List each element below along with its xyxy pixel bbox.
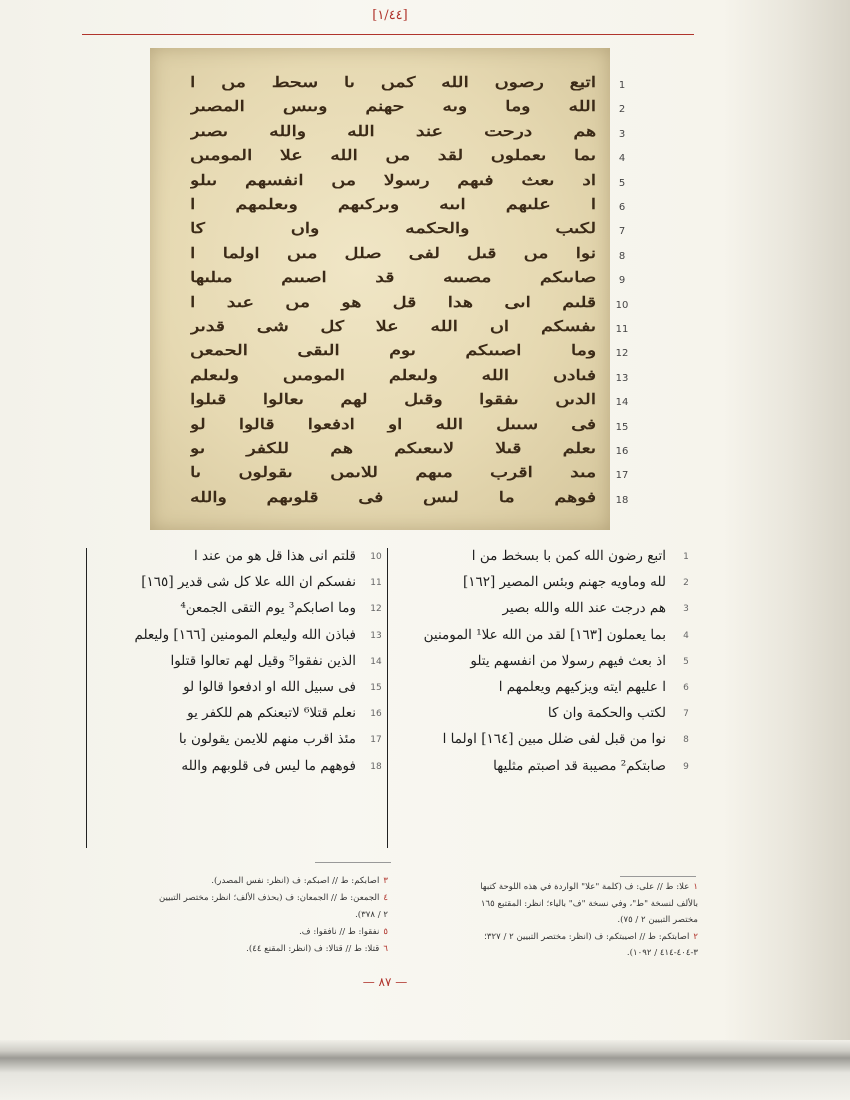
transcription-line-text: بما يعملون [١٦٣] لقد من الله علا¹ المومنين [423, 626, 666, 643]
transcription-line [92, 758, 382, 782]
header-rule [82, 34, 694, 35]
transcription-line [392, 758, 692, 782]
transcription-line-text: نفسكم ان الله علا كل شى قدير [١٦٥] [141, 574, 356, 591]
footnote-text: ٣-٤٠٤-٤١٤ / ١٠٩٢). [626, 948, 698, 958]
manuscript-line-number: 5 [618, 177, 626, 189]
manuscript-line-number: 13 [615, 372, 629, 384]
footnote-line [299, 927, 388, 937]
transcription-line-number: 12 [370, 604, 382, 615]
transcription-line-number: 14 [370, 656, 382, 667]
footnote-number: ١ [693, 882, 698, 892]
column-divider [387, 548, 388, 848]
transcription-line [92, 574, 382, 598]
footnote-text: مختصر التبيين ٢ / ٧٥). [617, 915, 698, 925]
manuscript-line: ىعلم قىلا لاىىعىكم هم للكفر ىو [190, 440, 596, 457]
transcription-line [92, 627, 382, 651]
manuscript-line-number: 7 [618, 226, 626, 238]
transcription-line [92, 705, 382, 729]
manuscript-line-number: 6 [618, 202, 626, 213]
manuscript-line: هم درحت عند الله والله ىصىر [190, 122, 596, 140]
transcription-line-number: 8 [683, 735, 689, 746]
transcription-line [392, 653, 692, 677]
manuscript-line: اد ىعث فىهم رسولا مں انفسهم ىىلو [190, 171, 596, 189]
manuscript-line: فى سىىل الله او ادفعوا قالوا لو [190, 415, 596, 433]
transcription-line-text: اذ بعث فيهم رسولا من انفسهم يتلو [470, 652, 666, 669]
manuscript-line: الدىں ىفقوا وقىل لهم ىعالوا قىلوا [190, 391, 596, 408]
page-reference: [١/٤٤] [372, 8, 408, 23]
transcription-line-number: 5 [683, 656, 689, 667]
footnote-line [355, 910, 388, 920]
transcription-line [92, 548, 382, 572]
footnote-number: ٥ [383, 927, 388, 937]
footnote-text: اصابكم: ط // اصبكم: ف (انظر: نفس المصدر). [211, 876, 380, 886]
footnote-text: اصابتكم: ط // اصيبتكم: ف (انظر: مختصر التبيين ٢ / ٣٢٧؛ [484, 931, 690, 942]
manuscript-line: ىفسكم اں الله علا كل شى قدىر [190, 318, 596, 335]
manuscript-line: لكىب والحكمه واں كا [190, 220, 596, 237]
footnote-rule-right [620, 876, 696, 877]
transcription-line-text: لله وماويه جهنم وبئس المصير [١٦٢] [462, 574, 666, 591]
transcription-line [92, 600, 382, 624]
manuscript-line-number: 14 [615, 397, 629, 409]
transcription-line-text: مئذ اقرب منهم للايمن يقولون با [178, 731, 356, 748]
transcription-line-text: اتبع رضون الله كمن با بسخط من ا [471, 548, 666, 564]
transcription-line-number: 4 [683, 630, 689, 641]
footnote-text: ٢ / ٣٧٨). [355, 910, 388, 920]
footnote-line [159, 893, 388, 903]
manuscript-line-number: 17 [615, 470, 629, 482]
footnote-rule-left [315, 862, 391, 863]
manuscript-line: قلىم اىى هدا قل هو مں عىد ا [190, 293, 596, 311]
transcription-line-text: صابتكم² مصيبة قد اصبتم مثليها [493, 757, 666, 774]
page-number: — ٨٧ — [362, 975, 408, 989]
footnote-line [211, 876, 388, 886]
manuscript-line-number: 18 [615, 494, 629, 506]
manuscript-line: فوهم ما لىس فى قلوىهم والله [190, 488, 596, 506]
manuscript-line-number: 16 [615, 446, 629, 457]
transcription-line [392, 705, 692, 729]
manuscript-line: ىما ىعملوں لقد مں الله علا المومںں [190, 147, 596, 164]
footnote-text: علا: ط // على: ف (كلمة "علا" الواردة في هذه اللوحة كتبها [480, 882, 690, 892]
footnote-number: ٦ [383, 944, 388, 954]
manuscript-line-number: 9 [618, 275, 626, 287]
transcription-line-text: لكتب والحكمة وان كا [547, 705, 666, 722]
footnote-text: بالألف لنسخة "ط"، وفي نسخة "ف" بالياء؛ انظر: المقتبع ١٦٥ [480, 898, 698, 909]
manuscript-line: وما اصىىكم ىوم الىقى الحمعں [190, 342, 596, 359]
transcription-line-number: 16 [370, 709, 382, 720]
manuscript-line-number: 8 [618, 250, 626, 262]
footnote-number: ٢ [693, 931, 698, 942]
transcription-line [92, 731, 382, 755]
transcription-line-number: 1 [683, 552, 689, 562]
transcription-line-text: ا عليهم ايته ويزكيهم ويعلمهم ا [498, 679, 666, 695]
footnote-text: قتلا: ط // قتالا: ف (انظر: المقنع ٤٤). [246, 944, 380, 954]
transcription-line-number: 11 [370, 578, 382, 589]
manuscript-image [150, 48, 610, 530]
transcription-line-text: وما اصابكم³ يوم التقى الجمعن⁴ [180, 600, 356, 617]
column-divider-left [86, 548, 87, 848]
manuscript-line-number: 3 [618, 128, 626, 140]
manuscript-line-number: 2 [618, 104, 626, 116]
manuscript-line: ا علىهم اىىه وىركىهم وىعلمهم ا [190, 196, 596, 213]
manuscript-line: الله وما وىه حهنم وىىس المصىر [190, 98, 596, 115]
transcription-line-text: الذين نفقوا⁵ وقيل لهم تعالوا قتلوا [170, 652, 356, 669]
manuscript-line-number: 1 [618, 80, 626, 91]
footnote-number: ٣ [383, 876, 388, 886]
transcription-line [392, 627, 692, 651]
manuscript-line: اتبع رصوں الله كمں ںا سحط مں ا [190, 74, 596, 91]
transcription-line [392, 731, 692, 755]
footnote-line [627, 948, 698, 958]
transcription-line [392, 679, 692, 703]
manuscript-line-number: 12 [615, 348, 629, 360]
manuscript-line-number: 10 [615, 299, 629, 311]
transcription-line-number: 13 [370, 630, 382, 641]
transcription-line [392, 574, 692, 598]
manuscript-line-number: 15 [615, 421, 629, 433]
footnote-line [481, 899, 698, 909]
transcription-line-number: 3 [683, 604, 689, 615]
transcription-line [92, 679, 382, 703]
transcription-line-number: 9 [683, 761, 689, 772]
transcription-line-text: فى سبيل الله او ادفعوا قالوا لو [183, 679, 356, 695]
transcription-line-number: 10 [370, 552, 382, 562]
transcription-line-text: فوههم ما ليس فى قلوبهم والله [181, 757, 356, 774]
transcription-line-text: نعلم قتلا⁶ لاتبعنكم هم للكفر يو [187, 705, 356, 722]
footnote-line [484, 932, 698, 942]
manuscript-line: نوا مں قىل لفى صلل مىں اولما ا [190, 244, 596, 262]
book-gutter-shadow [0, 1040, 850, 1100]
transcription-line [392, 548, 692, 572]
footnote-line [480, 882, 698, 892]
footnote-number: ٤ [383, 893, 388, 903]
manuscript-line: مىد اقرب مىهم للاىمں ىقولوں ىا [190, 464, 596, 481]
transcription-line-text: نوا من قبل لفى ضلل مبين [١٦٤] اولما ا [442, 731, 666, 748]
transcription-line-number: 15 [370, 683, 382, 693]
footnote-text: الجمعن: ط // الجمعان: ف (بحذف الألف؛ انظر: مختصر التبيين [158, 893, 380, 903]
manuscript-line-number: 4 [618, 153, 626, 165]
transcription-line-number: 18 [370, 761, 382, 772]
transcription-line-number: 6 [683, 683, 689, 693]
footnote-line [246, 944, 388, 954]
transcription-line-number: 17 [370, 735, 382, 746]
transcription-line-text: قلتم انى هذا قل هو من عند ا [194, 548, 356, 564]
manuscript-line: فىادں الله ولىعلم المومںں ولىعلم [190, 366, 596, 384]
manuscript-line-number: 11 [615, 324, 629, 335]
transcription-line-number: 7 [683, 709, 689, 720]
manuscript-line: صاىىكم مصىىه قد اصىىم مىلىها [190, 269, 596, 286]
footnote-line [617, 915, 698, 925]
transcription-line [392, 600, 692, 624]
transcription-line-text: هم درجت عند الله والله بصير [502, 600, 666, 617]
transcription-line-number: 2 [683, 578, 689, 589]
footnote-text: نفقوا: ط // نافقوا: ف. [299, 927, 380, 937]
transcription-line [92, 653, 382, 677]
transcription-line-text: فباذن الله وليعلم المومنين [١٦٦] وليعلم [134, 626, 356, 643]
